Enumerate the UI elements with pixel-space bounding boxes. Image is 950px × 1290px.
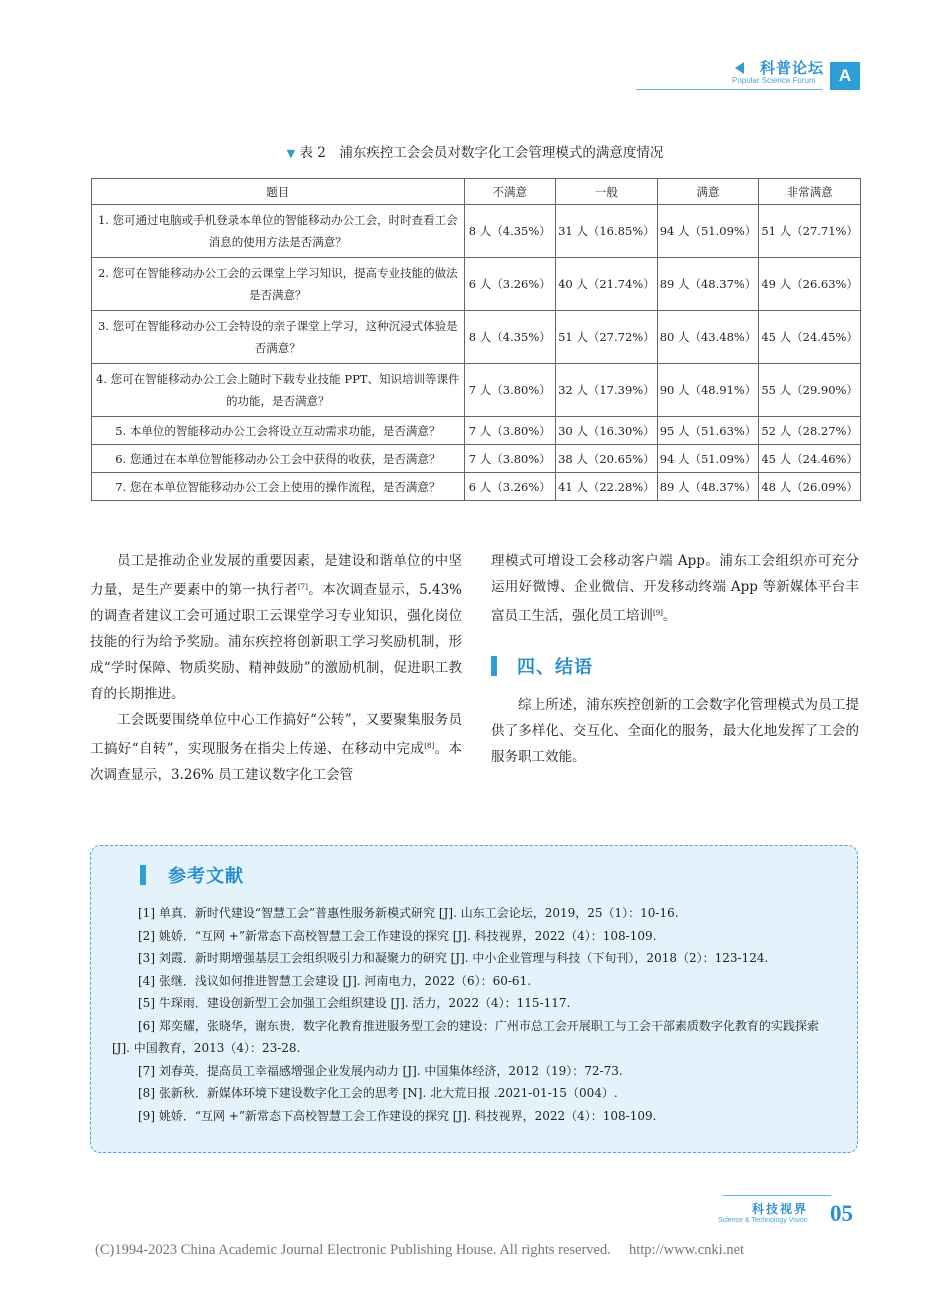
copyright-notice: (C)1994-2023 China Academic Journal Electronic Publishing House. All rights reserved. http://www.cnki.net [95, 1242, 745, 1258]
reference-item: [1] 单真．新时代建设“智慧工会”普惠性服务新模式研究 [J]. 山东工会论坛，2019，25（1）：10-16. [138, 906, 679, 920]
value-cell: 45 人（24.46%） [759, 445, 861, 473]
table-row [92, 258, 861, 311]
citation: [8] [424, 742, 435, 750]
value-cell: 51 人（27.71%） [759, 205, 861, 258]
value-cell: 94 人（51.09%） [657, 445, 759, 473]
question-cell: 6. 您通过在本单位智能移动办公工会中获得的收获，是否满意？ [92, 445, 465, 473]
header-divider [636, 89, 822, 90]
col-header-satisfied: 满意 [657, 179, 759, 205]
value-cell: 90 人（48.91%） [657, 364, 759, 417]
table-row [92, 445, 861, 473]
reference-item: [8] 张新秋．新媒体环境下建设数字化工会的思考 [N]. 北大荒日报 .2021-01-15（004）. [138, 1086, 618, 1100]
paragraph [90, 548, 462, 707]
paragraph [491, 548, 859, 629]
reference-item: [3] 刘霞．新时期增强基层工会组织吸引力和凝聚力的研究 [J]. 中小企业管理与科技（下旬刊），2018（2）：123-124. [138, 951, 769, 965]
value-cell: 8 人（4.35%） [464, 311, 556, 364]
value-cell: 40 人（21.74%） [556, 258, 658, 311]
paragraph-text: 。本次调查显示，5.43% 的调查者建议工会可通过职工云课堂学习专业知识，强化岗位技能的行为给予奖励。浦东疾控将创新职工学习奖励机制，形成“学时保障、物质奖励、精神鼓励”的激励机制，促进职工教育的长期推进。 [90, 582, 463, 702]
citation: [7] [297, 583, 308, 591]
journal-name: 科技视界 [752, 1202, 809, 1216]
value-cell: 6 人（3.26%） [464, 473, 556, 501]
citation: [9] [653, 609, 663, 617]
section-heading-text: 四、结语 [517, 657, 593, 678]
footer-divider [723, 1195, 831, 1196]
journal-name-en: Science & Technology Vision [718, 1217, 808, 1224]
value-cell: 32 人（17.39%） [556, 364, 658, 417]
question-cell: 7. 您在本单位智能移动办公工会上使用的操作流程，是否满意？ [92, 473, 465, 501]
col-header-question: 题目 [92, 179, 465, 205]
body-right-column [491, 548, 859, 629]
question-cell: 4. 您可在智能移动办公工会上随时下载专业技能 PPT、知识培训等课件的功能，是否满意？ [92, 364, 465, 417]
references-heading-text: 参考文献 [168, 866, 244, 887]
col-header-very-satisfied: 非常满意 [759, 179, 861, 205]
value-cell: 8 人（4.35%） [464, 205, 556, 258]
reference-item: [7] 刘春英．提高员工幸福感增强企业发展内动力 [J]. 中国集体经济，2012（19）：72-73. [138, 1063, 623, 1078]
value-cell: 48 人（26.09%） [759, 473, 861, 501]
value-cell: 55 人（29.90%） [759, 364, 861, 417]
table-caption [0, 141, 950, 161]
caption-triangle-icon: ▼ [286, 147, 296, 160]
value-cell: 94 人（51.09%） [657, 205, 759, 258]
column-subtitle: Popular Science Forum [732, 76, 816, 85]
value-cell: 41 人（22.28%） [556, 473, 658, 501]
question-cell: 1. 您可通过电脑或手机登录本单位的智能移动办公工会，时时查看工会消息的使用方法是否满意？ [92, 205, 465, 258]
paragraph-text: 理模式可增设工会移动客户端 App。浦东工会组织亦可充分运用好微博、企业微信、开发移动终端 App 等新媒体平台丰富员工生活，强化员工培训 [491, 553, 859, 624]
table-row [92, 417, 861, 445]
value-cell: 30 人（16.30%） [556, 417, 658, 445]
value-cell: 7 人（3.80%） [464, 445, 556, 473]
reference-item: [9] 姚娇．“互网 +”新常态下高校智慧工会工作建设的探究 [J]. 科技视界，2022（4）：108-109. [138, 1108, 657, 1123]
reference-item: [5] 牛琛雨．建设创新型工会加强工会组织建设 [J]. 活力，2022（4）：115-117. [138, 996, 571, 1010]
value-cell: 7 人（3.80%） [464, 417, 556, 445]
paragraph-text: 。 [662, 608, 677, 624]
reference-item: [6] 郑奕耀，张晓华，谢东贵．数字化教育推进服务型工会的建设：广州市总工会开展职工与工会干部素质数字化教育的实践探索 [J]. 中国教育，2013（4）：23-28. [112, 1018, 819, 1055]
reference-item: [2] 姚娇．“互网 +”新常态下高校智慧工会工作建设的探究 [J]. 科技视界，2022（4）：108-109. [138, 928, 657, 943]
value-cell: 95 人（51.63%） [657, 417, 759, 445]
value-cell: 80 人（43.48%） [657, 311, 759, 364]
value-cell: 6 人（3.26%） [464, 258, 556, 311]
value-cell: 38 人（20.65%） [556, 445, 658, 473]
question-cell: 3. 您可在智能移动办公工会特设的亲子课堂上学习，这种沉浸式体验是否满意？ [92, 311, 465, 364]
column-title: 科普论坛 [760, 59, 825, 77]
reference-item: [4] 张继．浅议如何推进智慧工会建设 [J]. 河南电力，2022（6）：60-61. [138, 973, 532, 988]
header-arrow-icon [735, 62, 744, 74]
paragraph-text: 工会既要围绕单位中心工作搞好“公转”，又要聚集服务员工搞好“自转”，实现服务在指尖上传递、在移动中完成 [90, 712, 462, 757]
section-badge: A [830, 62, 860, 90]
question-cell: 5. 本单位的智能移动办公工会将设立互动需求功能，是否满意？ [92, 417, 465, 445]
value-cell: 89 人（48.37%） [657, 258, 759, 311]
question-cell: 2. 您可在智能移动办公工会的云课堂上学习知识，提高专业技能的做法是否满意？ [92, 258, 465, 311]
table-row [92, 205, 861, 258]
paragraph: 综上所述，浦东疾控创新的工会数字化管理模式为员工提供了多样化、交互化、全面化的服务，最大化地发挥了工会的服务职工效能。 [491, 697, 859, 765]
conclusion-block [491, 692, 859, 770]
table-row [92, 473, 861, 501]
paragraph [90, 707, 462, 788]
page-number: 05 [830, 1201, 853, 1226]
table-caption-text: 表 2 浦东疾控工会会员对数字化工会管理模式的满意度情况 [299, 145, 664, 161]
value-cell: 7 人（3.80%） [464, 364, 556, 417]
value-cell: 51 人（27.72%） [556, 311, 658, 364]
references-heading [140, 862, 244, 888]
table-row [92, 364, 861, 417]
value-cell: 89 人（48.37%） [657, 473, 759, 501]
value-cell: 49 人（26.63%） [759, 258, 861, 311]
reference-list [112, 902, 840, 1127]
heading-bar [140, 865, 146, 885]
table-header-row [92, 179, 861, 205]
heading-bar [491, 656, 497, 676]
col-header-unsatisfied: 不满意 [464, 179, 556, 205]
section-heading [491, 653, 593, 679]
paragraph-text: 员工是推动企业发展的重要因素，是建设和谐单位的中坚力量，是生产要素中的第一执行者 [90, 553, 462, 598]
value-cell: 52 人（28.27%） [759, 417, 861, 445]
body-left-column [90, 548, 462, 788]
value-cell: 45 人（24.45%） [759, 311, 861, 364]
paragraph-text: 。本次调查显示，3.26% 员工建议数字化工会管 [90, 741, 463, 783]
table-row [92, 311, 861, 364]
satisfaction-table [91, 178, 861, 501]
value-cell: 31 人（16.85%） [556, 205, 658, 258]
col-header-average: 一般 [556, 179, 658, 205]
